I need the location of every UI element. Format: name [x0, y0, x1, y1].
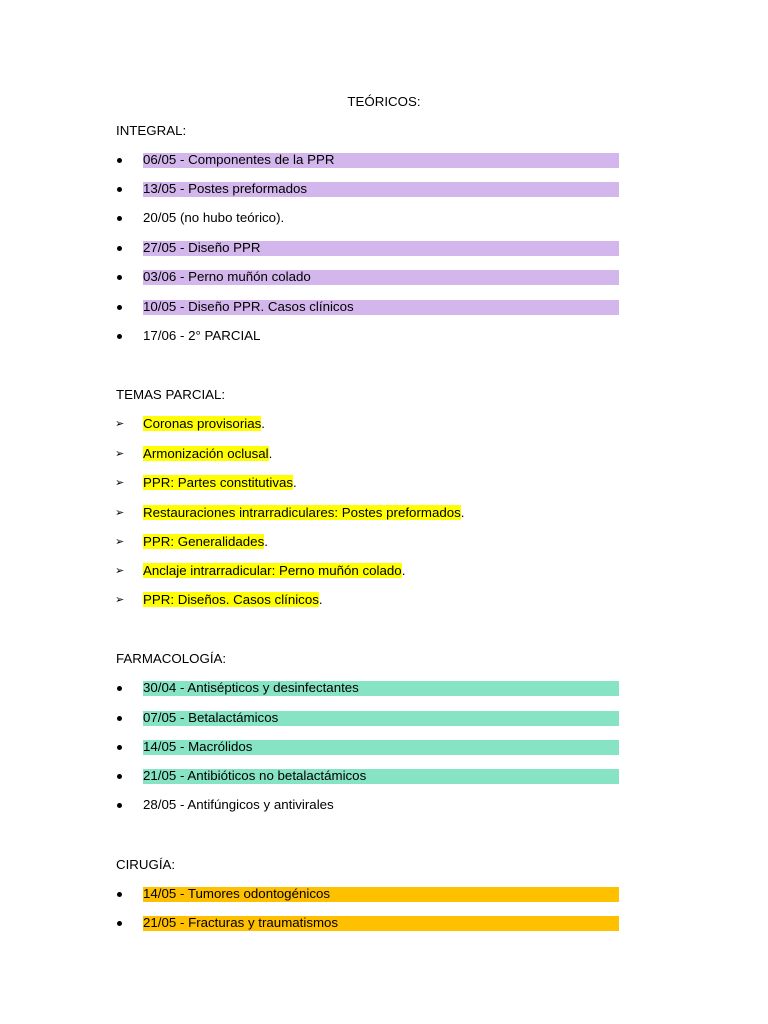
- list-item-text: 30/04 - Antisépticos y desinfectantes: [143, 680, 359, 695]
- document-title: TEÓRICOS:: [347, 94, 421, 109]
- list-item-text: [143, 505, 465, 521]
- list-item: [116, 416, 619, 432]
- text-suffix: .: [264, 534, 268, 549]
- list-item-text: 14/05 - Tumores odontogénicos: [143, 886, 331, 901]
- list-item: [116, 269, 619, 285]
- highlighted-text: Coronas provisorias: [143, 416, 262, 431]
- list-item-text: [143, 475, 297, 491]
- text-suffix: .: [268, 446, 273, 461]
- text-suffix: .: [401, 563, 406, 578]
- list-item-text: 13/05 - Postes preformados: [143, 181, 308, 196]
- section-heading-farmacologia: FARMACOLOGÍA:: [116, 651, 227, 666]
- list-item: [116, 534, 619, 550]
- highlighted-text: PPR: Generalidades: [143, 534, 265, 549]
- list-item-text: 20/05 (no hubo teórico).: [143, 210, 285, 225]
- section-heading-cirugia: CIRUGÍA:: [116, 857, 176, 872]
- list-item: [116, 563, 619, 579]
- list-item-text: 21/05 - Antibióticos no betalactámicos: [143, 768, 367, 783]
- list-item-text: [143, 592, 323, 608]
- highlighted-text: PPR: Diseños. Casos clínicos: [143, 592, 319, 607]
- list-item-text: 27/05 - Diseño PPR: [143, 240, 261, 255]
- list-item-text: 28/05 - Antifúngicos y antivirales: [143, 797, 334, 812]
- list-item: [116, 210, 619, 226]
- list-item: [116, 915, 619, 931]
- list-item: [116, 475, 619, 491]
- section-heading-temas-parcial: TEMAS PARCIAL:: [116, 387, 226, 402]
- list-item: [116, 181, 619, 197]
- list-item-text: 17/06 - 2° PARCIAL: [143, 328, 261, 343]
- list-item: [116, 299, 619, 315]
- list-item: [116, 505, 619, 521]
- highlighted-text: Armonización oclusal: [143, 446, 269, 461]
- highlighted-text: Anclaje intrarradicular: Perno muñón colado: [143, 563, 402, 578]
- list-item-text: 03/06 - Perno muñón colado: [143, 269, 311, 284]
- text-suffix: .: [261, 416, 265, 431]
- list-item: [116, 797, 619, 813]
- list-item-text: 10/05 - Diseño PPR. Casos clínicos: [143, 299, 354, 314]
- list-item: [116, 710, 619, 726]
- list-item: [116, 446, 619, 462]
- list-item: [116, 328, 619, 344]
- list-item-text: 14/05 - Macrólidos: [143, 739, 253, 754]
- list-item: [116, 592, 619, 608]
- list-item-text: [143, 563, 405, 579]
- highlighted-text: PPR: Partes constitutivas: [143, 475, 294, 490]
- list-item-text: [143, 534, 268, 550]
- list-item: [116, 240, 619, 256]
- list-item: [116, 680, 619, 696]
- list-item: [116, 152, 619, 168]
- list-item-text: [143, 446, 272, 462]
- section-heading-integral: INTEGRAL:: [116, 123, 187, 138]
- text-suffix: .: [293, 475, 297, 490]
- list-item: [116, 886, 619, 902]
- text-suffix: .: [318, 592, 323, 607]
- list-item-text: 07/05 - Betalactámicos: [143, 710, 279, 725]
- text-suffix: .: [460, 505, 465, 520]
- list-item-text: 06/05 - Componentes de la PPR: [143, 152, 335, 167]
- list-item-text: [143, 416, 265, 432]
- list-item: [116, 768, 619, 784]
- list-item-text: 21/05 - Fracturas y traumatismos: [143, 915, 339, 930]
- highlighted-text: Restauraciones intrarradiculares: Postes preformados: [143, 505, 461, 520]
- list-item: [116, 739, 619, 755]
